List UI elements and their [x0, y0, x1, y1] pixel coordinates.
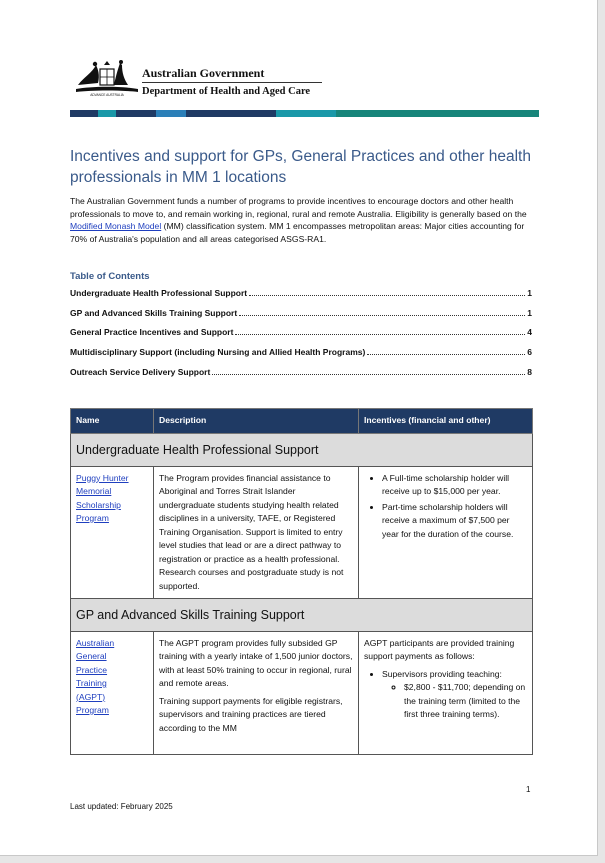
toc-leader [239, 315, 525, 316]
incentive-list [364, 668, 527, 722]
incentive-intro: AGPT participants are provided training support payments as follows: [364, 637, 515, 661]
toc-entry-page: 4 [527, 327, 532, 338]
toc-entry-label: Undergraduate Health Professional Support [70, 288, 248, 298]
color-bar-segment [116, 110, 156, 117]
program-incentives [359, 631, 533, 754]
toc-entry-label: Multidisciplinary Support (including Nursing and Allied Health Programs) [70, 347, 366, 358]
description-paragraph: Training support payments for eligible registrars, supervisors and training practices are tiered according to the MM [159, 695, 343, 733]
incentive-list [364, 472, 527, 542]
program-description: The Program provides financial assistance to Aboriginal and Torres Strait Islander undergraduate students studying health related disciplines in a university, TAFE, or Registered Training Organisation. Support is limited to entry level studies that lead or are a direct pathway to registration or practice as a health professional. Research courses and postgraduate study is not supported. [154, 466, 359, 599]
coat-of-arms-logo [74, 55, 140, 97]
toc-entry-page: 8 [527, 366, 532, 377]
section-title-undergraduate: Undergraduate Health Professional Support [71, 434, 533, 467]
toc-entry[interactable] [70, 288, 532, 308]
page-number: 1 [526, 785, 531, 794]
color-bar-segment [98, 110, 116, 117]
program-incentives [359, 466, 533, 599]
toc-entry[interactable] [70, 367, 532, 387]
header-rule [142, 82, 322, 83]
incentive-item: • A Full-time scholarship holder will receive up to $15,000 per year. [382, 472, 527, 499]
section-row [71, 434, 533, 467]
section-row [71, 599, 533, 632]
toc-entry-label: General Practice Incentives and Support [70, 327, 234, 338]
color-bar-segment [336, 110, 539, 117]
table-of-contents [70, 288, 532, 386]
toc-entry-page: 6 [527, 347, 532, 358]
toc-entry[interactable] [70, 327, 532, 347]
toc-leader [249, 295, 525, 296]
agpt-program-link[interactable]: Australian General Practice Training (AGPT) Program [76, 637, 115, 715]
col-header-name: Name [71, 409, 154, 434]
toc-entry[interactable] [70, 347, 532, 367]
intro-text-end: (MM) classification system. MM 1 encompasses metropolitan areas: Major cities accounting for 70% of Australia's population and all areas categorised ASGS-RA1. [70, 221, 525, 244]
government-name: Australian Government [142, 66, 265, 80]
incentive-item: • Part-time scholarship holders will receive a maximum of $7,500 per year for the duration of the course. [382, 501, 527, 542]
toc-entry-label: Outreach Service Delivery Support [70, 366, 211, 377]
program-name-cell [71, 466, 154, 599]
section-title-gp-training: GP and Advanced Skills Training Support [71, 599, 533, 632]
toc-entry[interactable] [70, 308, 532, 328]
color-bar-segment [186, 110, 276, 117]
modified-monash-model-link[interactable]: Modified Monash Model [70, 221, 162, 231]
toc-leader [212, 374, 525, 375]
col-header-incentives: Incentives (financial and other) [359, 409, 533, 434]
col-header-description: Description [154, 409, 359, 434]
color-bar [70, 110, 539, 117]
incentives-table [70, 408, 533, 755]
table-row [71, 631, 533, 754]
toc-entry-label: GP and Advanced Skills Training Support [70, 307, 238, 318]
incentive-item: • Supervisors providing teaching: ◦ $2,800 - $11,700; depending on the training term (limited to the first three training terms). [382, 668, 527, 722]
color-bar-segment [276, 110, 336, 117]
description-paragraph: The AGPT program provides fully subsided GP training with a yearly intake of 1,500 junior doctors, with at least 50% training to occur in regional, rural and remote areas. [159, 637, 353, 688]
table-header-row [71, 409, 533, 434]
toc-entry-page: 1 [527, 288, 532, 298]
color-bar-segment [156, 110, 186, 117]
program-name-cell [71, 631, 154, 754]
toc-leader [367, 354, 525, 355]
color-bar-segment [70, 110, 98, 117]
table-row [71, 466, 533, 599]
intro-paragraph [70, 195, 540, 245]
toc-title: Table of Contents [70, 271, 150, 282]
toc-entry-page: 1 [527, 307, 532, 318]
page-title: Incentives and support for GPs, General Practices and other health professionals in MM 1 locations [70, 148, 531, 186]
intro-text-start: The Australian Government funds a number of programs to provide incentives to encourage doctors and other health professionals to move to, and remain working in, regional, rural and remote Australia. Eligibility is generally based on the [70, 196, 527, 219]
puggy-hunter-program-link[interactable]: Puggy Hunter Memorial Scholarship Program [76, 472, 129, 523]
svg-text:ADVANCE AUSTRALIA: ADVANCE AUSTRALIA [90, 93, 124, 97]
incentive-sublist [382, 681, 527, 722]
program-description [154, 631, 359, 754]
department-name: Department of Health and Aged Care [142, 86, 311, 97]
toc-leader [235, 334, 525, 335]
incentive-subitem: ◦ $2,800 - $11,700; depending on the training term (limited to the first three training terms). [404, 681, 527, 722]
last-updated-footer: Last updated: February 2025 [70, 802, 173, 811]
